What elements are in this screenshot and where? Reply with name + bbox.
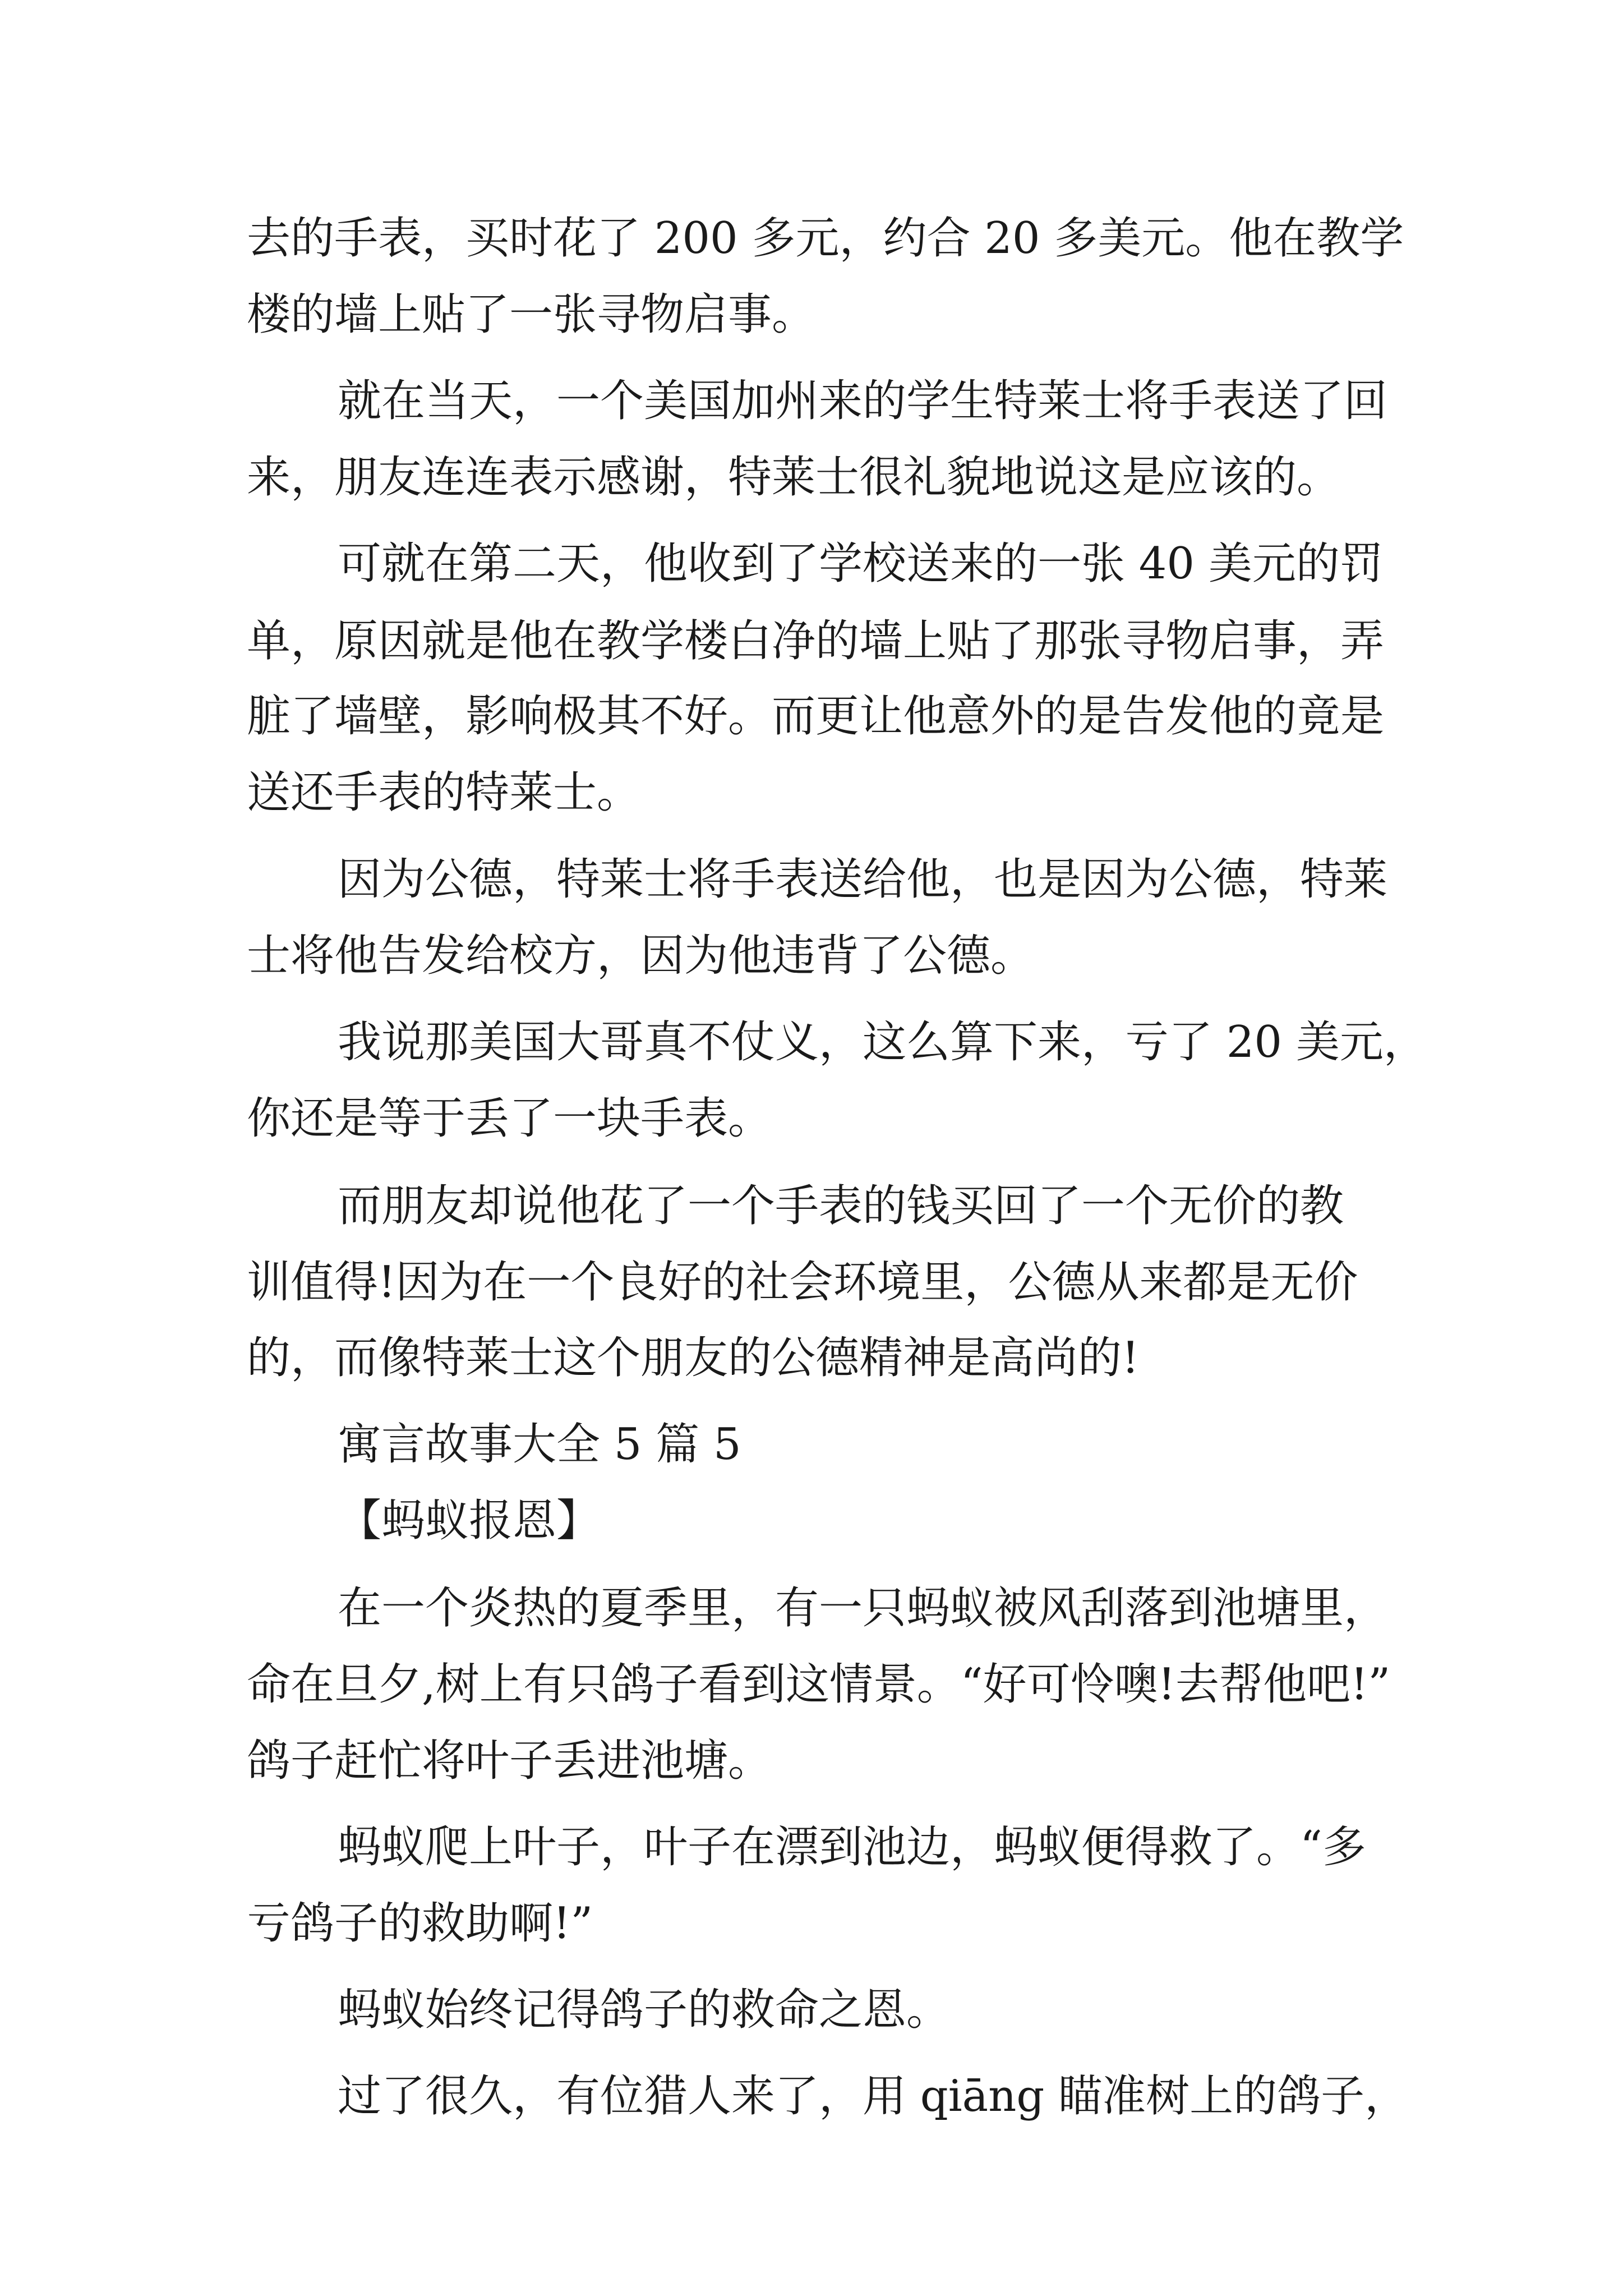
paragraph-start-line: 而朋友却说他花了一个手表的钱买回了一个无价的教 <box>338 1181 1344 1231</box>
text-line: 士将他告发给校方，因为他违背了公德。 <box>247 931 1035 981</box>
paragraph-start-line: 因为公德，特莱士将手表送给他，也是因为公德，特莱 <box>338 854 1388 905</box>
paragraph-start-line: 过了很久，有位猎人来了，用 qiāng 瞄准树上的鸽子， <box>338 2071 1409 2122</box>
section-heading: 寓言故事大全 5 篇 5 <box>338 1419 741 1470</box>
paragraph-start-line: 我说那美国大哥真不仗义，这么算下来，亏了 20 美元， <box>338 1017 1427 1068</box>
text-line: 训值得!因为在一个良好的社会环境里，公德从来都是无价 <box>247 1257 1358 1308</box>
text-line: 来，朋友连连表示感谢，特莱士很礼貌地说这是应该的。 <box>247 452 1341 503</box>
paragraph-start-line: 可就在第二天，他收到了学校送来的一张 40 美元的罚 <box>338 539 1384 589</box>
text-line: 送还手表的特莱士。 <box>247 767 641 818</box>
story-title: 【蚂蚁报恩】 <box>338 1496 601 1546</box>
paragraph-start-line: 在一个炎热的夏季里，有一只蚂蚁被风刮落到池塘里， <box>338 1583 1388 1634</box>
paragraph-start-line: 蚂蚁始终记得鸽子的救命之恩。 <box>338 1985 951 2035</box>
text-line: 楼的墙上贴了一张寻物启事。 <box>247 289 816 340</box>
text-line: 命在旦夕,树上有只鸽子看到这情景。“好可怜噢!去帮他吧!” <box>247 1659 1391 1710</box>
text-line: 单，原因就是他在教学楼白净的墙上贴了那张寻物启事，弄 <box>247 616 1385 666</box>
text-line: 鸽子赶忙将叶子丢进池塘。 <box>247 1736 772 1786</box>
text-line: 的，而像特莱士这个朋友的公德精神是高尚的! <box>247 1333 1140 1383</box>
text-line: 你还是等于丢了一块手表。 <box>247 1093 772 1144</box>
paragraph-start-line: 蚂蚁爬上叶子，叶子在漂到池边，蚂蚁便得救了。“多 <box>338 1822 1366 1872</box>
text-line: 去的手表，买时花了 200 多元，约合 20 多美元。他在教学 <box>247 213 1404 264</box>
text-line: 亏鸽子的救助啊!” <box>247 1898 593 1949</box>
text-line: 脏了墙壁，影响极其不好。而更让他意外的是告发他的竟是 <box>247 691 1385 742</box>
paragraph-start-line: 就在当天，一个美国加州来的学生特莱士将手表送了回 <box>338 376 1388 426</box>
